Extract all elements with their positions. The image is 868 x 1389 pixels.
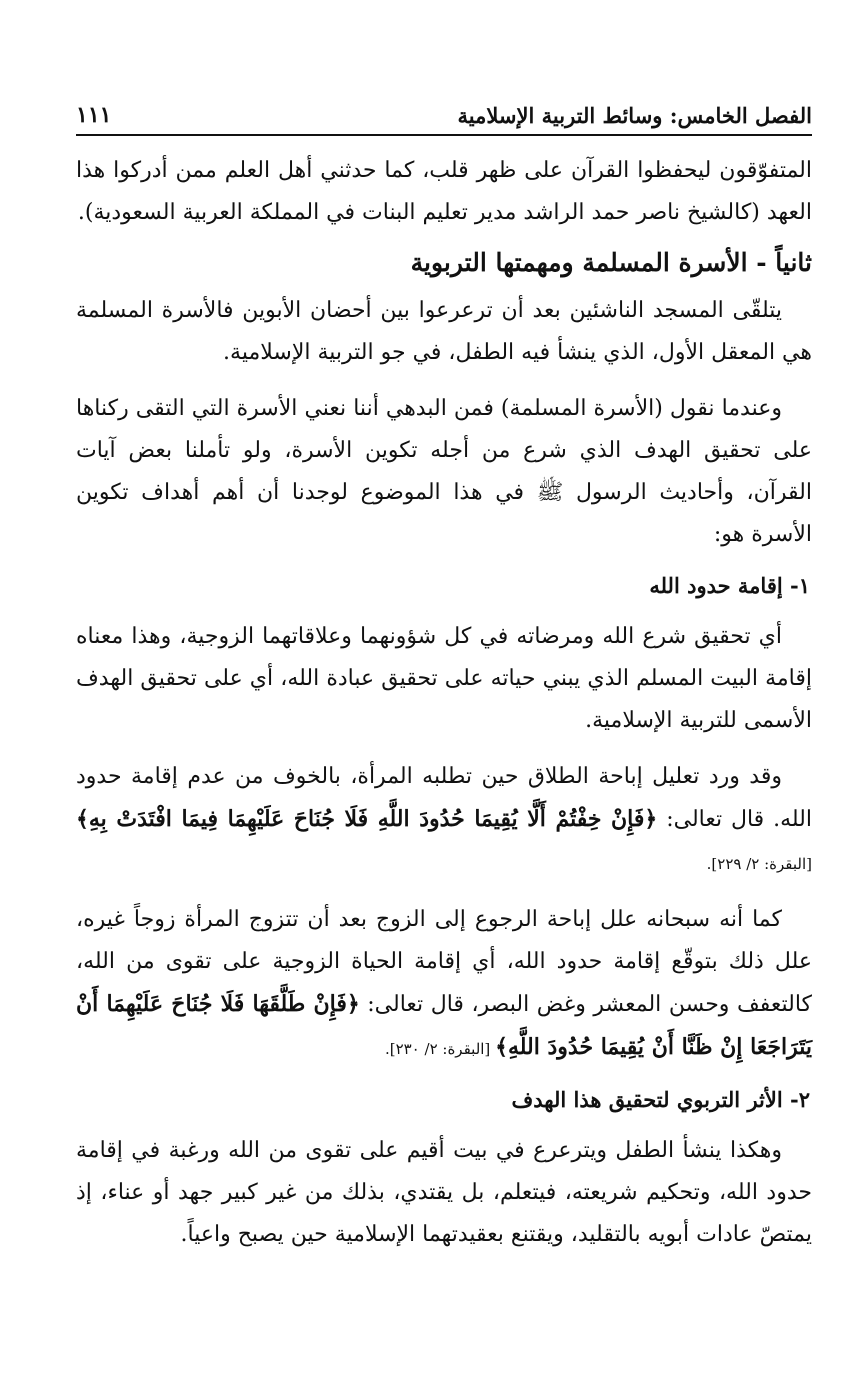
page-body: [76, 150, 812, 1256]
paragraph-educational-effect: وهكذا ينشأ الطفل ويترعرع في بيت أقيم على تقوى من الله ورغبة في إقامة حدود الله، وتحكيم شريعته، فيتعلم، بل يقتدي، بذلك من غير كبير جهد أو عناء، إذ يمتصّ عادات أبويه بالتقليد، ويقتنع بعقيدتهما الإسلامية حين يصبح واعياً.: [76, 1138, 812, 1247]
paragraph-family-intro: يتلقّى المسجد الناشئين بعد أن ترعرعوا بين أحضان الأبوين فالأسرة المسلمة هي المعقل الأول، الذي ينشأ فيه الطفل، في جو التربية الإسلامية.: [76, 298, 812, 365]
paragraph-continuation: المتفوّقون ليحفظوا القرآن على ظهر قلب، كما حدثني أهل العلم ممن أدركوا هذا العهد (كالشيخ ناصر حمد الراشد مدير تعليم البنات في المملكة العربية السعودية).: [76, 158, 812, 225]
paragraph-remarriage-reason: [76, 899, 812, 1070]
subheading-establish-limits: ١- إقامة حدود الله: [649, 573, 810, 598]
subheading-educational-effect: ٢- الأثر التربوي لتحقيق هذا الهدف: [511, 1087, 810, 1112]
paragraph-family-goals: وعندما نقول (الأسرة المسلمة) فمن البدهي أننا نعني الأسرة التي التقى ركناها على تحقيق الهدف الذي شرع من أجله تكوين الأسرة، ولو تأملنا بعض آيات القرآن، وأحاديث الرسول ﷺ في هذا الموضوع لوجدنا أن أهم أهداف تكوين الأسرة هو:: [76, 396, 812, 547]
running-header: [76, 88, 812, 136]
page-number: ١١١: [76, 102, 112, 128]
paragraph-text: كما أنه سبحانه علل إباحة الرجوع إلى الزوج بعد أن تتزوج المرأة زوجاً غيره، علل ذلك بتوقّع إقامة حدود الله، أي إقامة الحياة الزوجية على تقوى من الله، كالتعفف وحسن المعشر وغض البصر، قال تعالى:: [76, 907, 812, 1017]
paragraph-divorce-reason: [76, 756, 812, 885]
section-heading: ثانياً - الأسرة المسلمة ومهمتها التربوية: [410, 248, 812, 277]
verse-reference: [البقرة: ٢/ ٢٢٩].: [706, 855, 812, 873]
paragraph-text: وقد ورد تعليل إباحة الطلاق حين تطلبه المرأة، بالخوف من عدم إقامة حدود الله. قال تعالى:: [76, 764, 812, 832]
verse-reference: [البقرة: ٢/ ٢٣٠].: [384, 1040, 496, 1058]
paragraph-establish-limits: أي تحقيق شرع الله ومرضاته في كل شؤونهما وعلاقاتهما الزوجية، وهذا معناه إقامة البيت المسلم الذي يبني حياته على تحقيق عبادة الله، أي على تحقيق الهدف الأسمى للتربية الإسلامية.: [76, 624, 812, 733]
quran-verse: ﴿فَإِنْ خِفْتُمْ أَلَّا يُقِيمَا حُدُودَ اللَّهِ فَلَا جُنَاحَ عَلَيْهِمَا فِيمَا افْتَدَتْ بِهِ﴾: [76, 806, 658, 832]
running-title: الفصل الخامس: وسائط التربية الإسلامية: [457, 103, 812, 128]
quran-verse: ﴿فَإِنْ طَلَّقَهَا فَلَا جُنَاحَ عَلَيْهِمَا أَنْ يَتَرَاجَعَا إِنْ ظَنَّا أَنْ يُقِيمَا حُدُودَ اللَّهِ﴾: [76, 991, 812, 1060]
